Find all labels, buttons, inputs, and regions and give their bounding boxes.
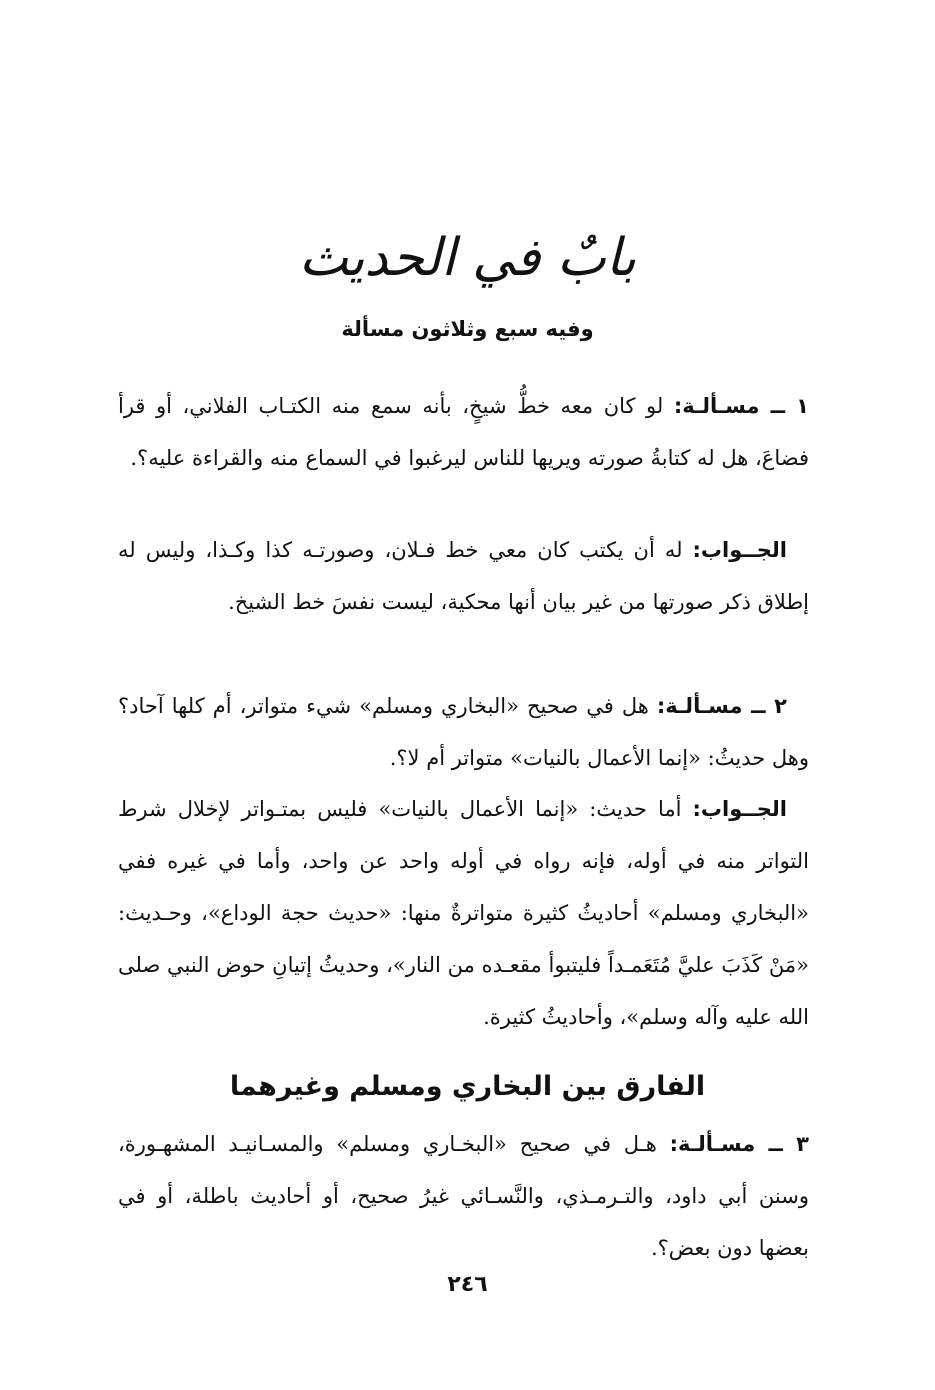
question-1 — [118, 380, 809, 484]
answer-1-text: له أن يكتب كان معي خط فـلان، وصورتـه كذا وكـذا، وليس له إطلاق ذكر صورتها من غير بيان أنها محكية، ليست نفسَ خط الشيخ. — [118, 538, 809, 614]
page-number: ٢٤٦ — [447, 1272, 488, 1297]
answer-1 — [118, 524, 809, 628]
question-1-text: لو كان معه خطُّ شيخٍ، بأنه سمع منه الكتـاب الفلاني، أو قرأ فضاعَ، هل له كتابةُ صورته ويريها للناس ليرغبوا في السماع منه والقراءة عليه؟. — [118, 394, 809, 470]
question-2-text: هل في صحيح «البخاري ومسلم» شيء متواتر، أم كلها آحاد؟ وهل حديثُ: «إنما الأعمال بالنيات» متواتر أم لا؟. — [118, 694, 809, 770]
answer-2-text: أما حديث: «إنما الأعمال بالنيات» فليس بمتـواتر لإخلال شرط التواتر منه في أوله، فإنه رواه في أوله واحد عن واحد، وأما في غيره ففي «البخاري ومسلم» أحاديثُ كثيرة متواترةٌ منها: «حديث حجة الوداع»، وحـديث: «مَنْ كَذَبَ عليَّ مُتَعَمـداً فليتبوأ مقعـده من النار»، وحديثُ إتيانِ حوض النبي صلى الله عليه وآله وسلم»، وأحاديثُ كثيرة. — [118, 797, 809, 1029]
question-3-label: ٣ ــ مسـألـة: — [669, 1132, 809, 1156]
chapter-subtitle: وفيه سبع وثلاثون مسألة — [341, 317, 594, 341]
answer-2 — [118, 783, 809, 1043]
question-3 — [118, 1118, 809, 1274]
chapter-title: بابٌ في الحديث — [298, 228, 637, 288]
question-2-label: ٢ ــ مسـألـة: — [656, 694, 787, 718]
answer-2-label: الجــواب: — [692, 797, 787, 821]
question-3-text: هـل في صحيح «البخـاري ومسلم» والمسـانيـد المشهـورة، وسنن أبي داود، والتـرمـذي، والنَّسـائي غيرُ صحيح، أو أحاديث باطلة، أو في بعضها دون بعض؟. — [118, 1132, 809, 1260]
question-2 — [118, 680, 809, 784]
answer-1-label: الجــواب: — [692, 538, 787, 562]
question-1-label: ١ ــ مسـألـة: — [673, 394, 809, 418]
section-heading: الفارق بين البخاري ومسلم وغيرهما — [229, 1071, 706, 1102]
